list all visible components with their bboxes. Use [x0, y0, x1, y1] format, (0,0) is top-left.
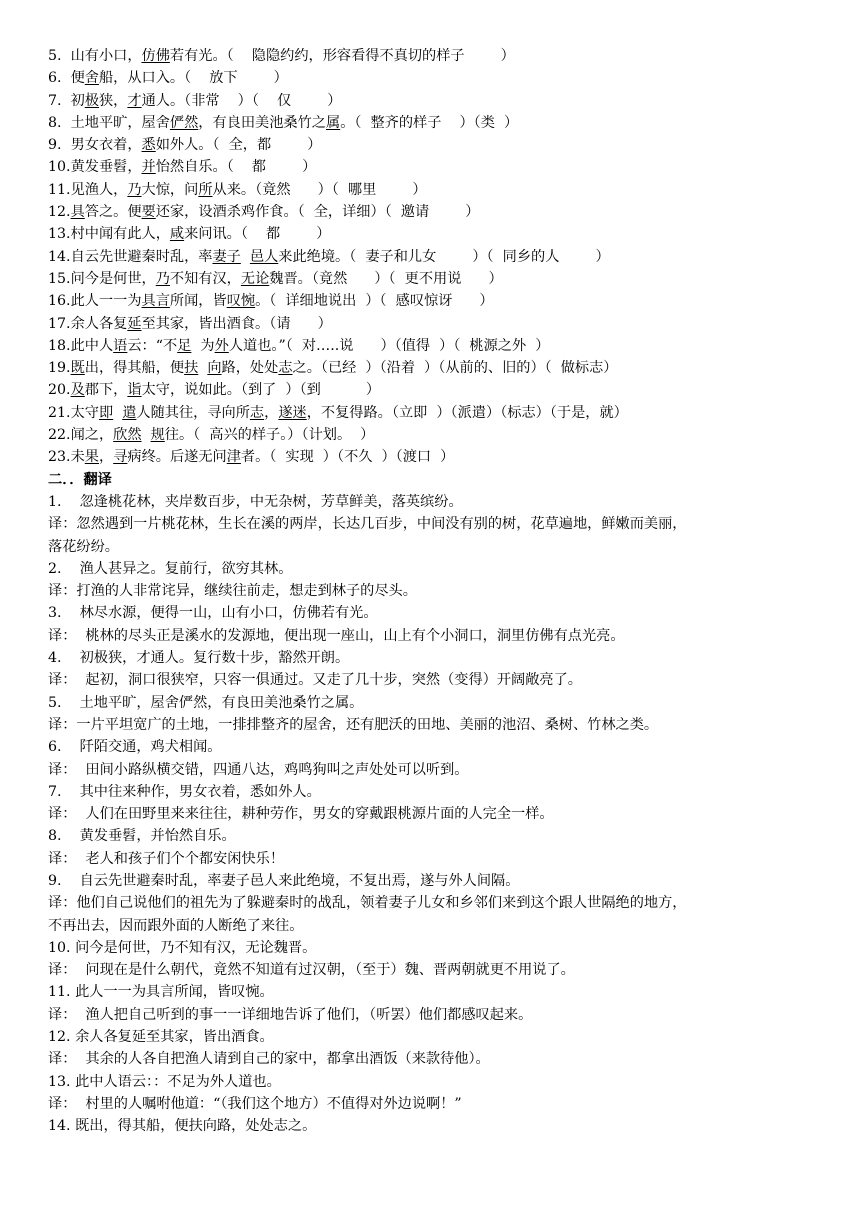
item-number: 19. — [48, 360, 71, 377]
translation-line: 译： 人们在田野里来来往往，耕种劳作，男女的穿戴跟桃源片面的人完全一样。 — [48, 806, 554, 823]
vocab-item — [48, 290, 848, 312]
source-line: 1. 忽逢桃花林，夹岸数百步，中无杂树，芳草鲜美，落英缤纷。 — [48, 493, 463, 510]
item-number: 21. — [48, 404, 71, 421]
text-segment: 答之。便 — [84, 204, 142, 221]
source-line: 12. 余人各复延至其家，皆出酒食。 — [48, 1029, 274, 1046]
text-segment: 病终。后遂无问 — [127, 449, 227, 466]
item-number: 18. — [48, 337, 71, 354]
vocab-item — [48, 223, 848, 245]
underlined-word: 叹惋 — [226, 293, 256, 310]
text-segment: 来问讯。（ 都 ） — [184, 226, 331, 243]
text-segment: 之。（已经 ）（沿着 ）（从前的、旧的）（ 做标志） — [292, 360, 618, 377]
text-segment: 人随其往，寻向所 — [136, 404, 250, 421]
vocab-item — [48, 268, 848, 290]
underlined-word: 无论 — [240, 270, 270, 287]
text-segment — [142, 427, 151, 443]
text-segment: 还家，设酒杀鸡作食。（ 全，详细）（ 邀请 ） — [155, 204, 480, 221]
underlined-word: 并 — [141, 159, 156, 176]
text-segment: 土地平旷，屋舍 — [61, 114, 170, 131]
underlined-word: 诣 — [127, 382, 142, 399]
translation-line: 译： 起初，洞口很狭窄，只容一俱通过。又走了几十步，突然（变得）开阔敞亮了。 — [48, 672, 582, 689]
underlined-word: 妻子 — [212, 248, 241, 265]
translation-line: 译： 渔人把自己听到的事一一详细地告诉了他们，（听罢）他们都感叹起来。 — [48, 1006, 533, 1023]
text-segment: 路，处处 — [221, 360, 279, 377]
underlined-word: 乃 — [155, 270, 170, 287]
vocab-item — [48, 201, 848, 223]
text-segment: ，不复得路。（立即 ）（派遣）（标志）（于是，就） — [306, 404, 628, 421]
vocab-item — [48, 179, 848, 201]
translation-line: 译：他们自己说他们的祖先为了躲避秦时的战乱，领着妻子儿女和乡邻们来到这个跟人世隔绝的地方， — [48, 895, 687, 912]
vocab-item — [48, 402, 848, 424]
source-line: 8. 黄发垂髫，并怡然自乐。 — [48, 828, 236, 845]
item-number: 14. — [48, 248, 71, 265]
underlined-word: 欣然 — [113, 427, 142, 444]
underlined-word: 仿佛 — [141, 48, 170, 64]
translation-line: 译： 其余的人各自把渔人请到自己的家中，都拿出酒饭（来款待他）。 — [48, 1051, 490, 1068]
translation-line: 译： 桃林的尽头正是溪水的发源地，便出现一座山，山上有个小洞口，洞里仿佛有点光亮。 — [48, 627, 625, 644]
source-line: 3. 林尽水源，便得一山，山有小口，仿佛若有光。 — [48, 605, 378, 622]
underlined-word: 所 — [198, 181, 213, 198]
text-segment: 从来。（竟然 ）（ 哪里 ） — [212, 181, 427, 198]
vocab-item — [48, 313, 848, 335]
vocab-item — [48, 67, 848, 89]
underlined-word: 延 — [127, 315, 142, 332]
source-line: 落花纷纷。 — [48, 538, 119, 555]
item-number: 7. — [48, 92, 62, 109]
underlined-word: 极 — [84, 92, 99, 109]
item-number: 20. — [48, 382, 71, 399]
underlined-word: 志 — [249, 404, 265, 421]
text-segment: ， — [98, 449, 114, 466]
item-number: 15. — [48, 270, 71, 287]
text-segment: 若有光。（ 隐隐约约，形容看得不真切的样子 ） — [169, 48, 515, 64]
underlined-word: 外 — [214, 337, 229, 354]
text-segment: 。（ 整齐的样子 ）（类 ） — [340, 114, 519, 131]
text-segment: ， — [264, 404, 279, 421]
text-segment: 村中闻有此人， — [70, 226, 170, 243]
source-line: 10. 问今是何世，乃不知有汉，无论魏晋。 — [48, 939, 317, 956]
text-segment: 问今是何世， — [70, 270, 156, 287]
underlined-word: 乃 — [127, 181, 142, 198]
translation-line: 译： 问现在是什么朝代，竟然不知道有过汉朝，（至于）魏、晋两朝就更不用说了。 — [48, 962, 575, 979]
document-page — [48, 45, 848, 1138]
underlined-word: 迷 — [292, 404, 307, 421]
underlined-word: 邑人 — [249, 248, 279, 265]
text-segment: 见渔人， — [70, 181, 128, 198]
underlined-word: 规 — [150, 427, 165, 444]
translation-line: 译：一片平坦宽广的土地，一排排整齐的屋舍，还有肥沃的田地、美丽的池沼、桑树、竹林之类。 — [48, 716, 659, 733]
item-number: 5. — [48, 48, 62, 64]
text-segment: 未 — [70, 449, 85, 466]
text-segment: 所闻，皆 — [169, 293, 227, 310]
underlined-word: 具言 — [141, 293, 170, 310]
source-line: 5. 土地平旷，屋舍俨然，有良田美池桑竹之属。 — [48, 694, 364, 711]
text-segment: 山有小口， — [61, 48, 142, 64]
underlined-word: 足 — [177, 337, 192, 354]
underlined-word: 遣 — [122, 404, 137, 421]
text-segment: 出，得其船，便 — [84, 360, 185, 377]
underlined-word: 寻 — [113, 449, 128, 466]
source-line: 2. 渔人甚异之。复前行，欲穷其林。 — [48, 560, 293, 577]
underlined-word: 俨然 — [169, 114, 199, 131]
vocab-item — [48, 379, 848, 401]
text-segment: 黄发垂髫， — [70, 159, 142, 176]
item-number: 16. — [48, 293, 71, 310]
translation-line: 译：打渔的人非常诧异，继续往前走，想走到林子的尽头。 — [48, 583, 417, 600]
underlined-word: 咸 — [169, 226, 185, 243]
source-line: 6. 阡陌交通，鸡犬相闻。 — [48, 739, 222, 756]
item-number: 11. — [48, 181, 71, 198]
text-segment: 人道也。”（ 对…..说 ）（值得 ）（ 桃源之外 ） — [228, 337, 550, 354]
underlined-word: 及 — [70, 382, 85, 399]
source-line: 11. 此人一一为具言所闻，皆叹惋。 — [48, 984, 274, 1001]
vocab-item — [48, 112, 848, 134]
item-number: 23. — [48, 449, 71, 466]
item-number: 22. — [48, 427, 71, 444]
text-segment: 船，从口入。（ 放下 ） — [98, 70, 288, 87]
underlined-word: 才 — [127, 92, 142, 109]
translation-list — [48, 491, 848, 1138]
underlined-word: 遂 — [278, 404, 293, 421]
text-segment: 来此绝境。（ 妻子和儿女 ）（ 同乡的人 ） — [278, 248, 610, 265]
text-segment: 者。（ 实现 ）（不久 ）（渡口 ） — [240, 449, 455, 466]
translation-line: 译： 田间小路纵横交错，四通八达，鸡鸣狗叫之声处处可以听到。 — [48, 761, 469, 778]
text-segment: 怡然自乐。（ 都 ） — [155, 159, 317, 176]
source-line: 9. 自云先世避秦时乱，率妻子邑人来此绝境，不复出焉，遂与外人间隔。 — [48, 872, 520, 889]
text-segment: 通人。（非常 ）（ 仅 ） — [141, 92, 342, 109]
underlined-word: 舍 — [84, 70, 99, 87]
underlined-word: 属 — [325, 114, 341, 131]
section-heading: 二．．翻译 — [48, 471, 112, 488]
underlined-word: 向 — [207, 360, 222, 377]
vocab-item — [48, 335, 848, 357]
text-segment: 往。（ 高兴的样子。）（计划。 ） — [164, 427, 375, 444]
item-number: 12. — [48, 204, 71, 221]
text-segment — [241, 249, 250, 265]
text-segment: 余人各复 — [70, 315, 128, 332]
text-segment: 太守 — [70, 404, 99, 421]
underlined-word: 语 — [113, 337, 128, 354]
underlined-word: 悉 — [141, 137, 156, 154]
item-number: 9. — [48, 137, 62, 154]
text-segment — [113, 405, 122, 421]
source-line: 13. 此中人语云：：不足为外人道也。 — [48, 1073, 281, 1090]
item-number: 6. — [48, 70, 62, 87]
text-segment: 大惊，问 — [141, 181, 199, 198]
vocab-item — [48, 45, 848, 67]
text-segment: 此中人 — [70, 337, 114, 354]
translation-line: 译：忽然遇到一片桃花林，生长在溪的两岸，长达几百步，中间没有别的树，花草遍地，鲜嫩而美丽， — [48, 516, 687, 533]
underlined-word: 志 — [278, 360, 293, 377]
translation-line: 译： 村里的人嘱咐他道：“（我们这个地方）不值得对外边说啊！” — [48, 1095, 462, 1112]
source-line: 14. 既出，得其船，便扶向路，处处志之。 — [48, 1118, 317, 1135]
translation-line: 译： 老人和孩子们个个都安闲快乐！ — [48, 850, 285, 867]
text-segment: 。（ 详细地说出 ）（ 感叹惊讶 ） — [255, 293, 494, 310]
text-segment: 此人一一为 — [70, 293, 142, 310]
item-number: 13. — [48, 226, 71, 243]
underlined-word: 具 — [70, 204, 85, 221]
source-line: 4. 初极狭，才通人。复行数十步，豁然开朗。 — [48, 650, 350, 667]
text-segment: 至其家，皆出酒食。（请 ） — [141, 315, 332, 332]
text-segment: 男女衣着， — [61, 137, 142, 154]
text-segment: 云：“不 — [127, 337, 178, 354]
text-segment: 不知有汉， — [169, 270, 241, 287]
text-segment: 狭， — [98, 92, 128, 109]
source-line: 7. 其中往来种作，男女衣着，悉如外人。 — [48, 783, 321, 800]
text-segment: 自云先世避秦时乱，率 — [70, 248, 213, 265]
vocab-item — [48, 246, 848, 268]
text-segment: ，有良田美池桑竹之 — [198, 114, 326, 131]
text-segment — [198, 360, 207, 376]
vocab-item — [48, 134, 848, 156]
source-line: 不再出去，因而跟外面的人断绝了来往。 — [48, 917, 304, 934]
item-number: 10. — [48, 159, 71, 176]
text-segment: 闻之， — [70, 427, 114, 444]
item-number: 8. — [48, 114, 62, 131]
vocab-item — [48, 357, 848, 379]
vocab-item — [48, 156, 848, 178]
text-segment: 郡下， — [84, 382, 128, 399]
item-number: 17. — [48, 315, 71, 332]
text-segment: 太守，说如此。（到了 ）（到 ） — [141, 382, 381, 399]
vocab-item — [48, 424, 848, 446]
text-segment: 为 — [191, 337, 215, 354]
vocab-item — [48, 90, 848, 112]
text-segment: 初 — [61, 92, 85, 109]
underlined-word: 扶 — [184, 360, 199, 377]
vocab-item — [48, 446, 848, 468]
underlined-word: 果 — [84, 449, 99, 466]
underlined-word: 津 — [226, 449, 241, 466]
underlined-word: 即 — [98, 404, 114, 421]
text-segment: 魏晋。（竟然 ）（ 更不用说 ） — [269, 270, 503, 287]
underlined-word: 既 — [70, 360, 85, 377]
text-segment: 便 — [61, 70, 85, 87]
vocab-list — [48, 45, 848, 469]
text-segment: 如外人。（ 全，都 ） — [155, 137, 322, 154]
underlined-word: 要 — [141, 204, 156, 221]
